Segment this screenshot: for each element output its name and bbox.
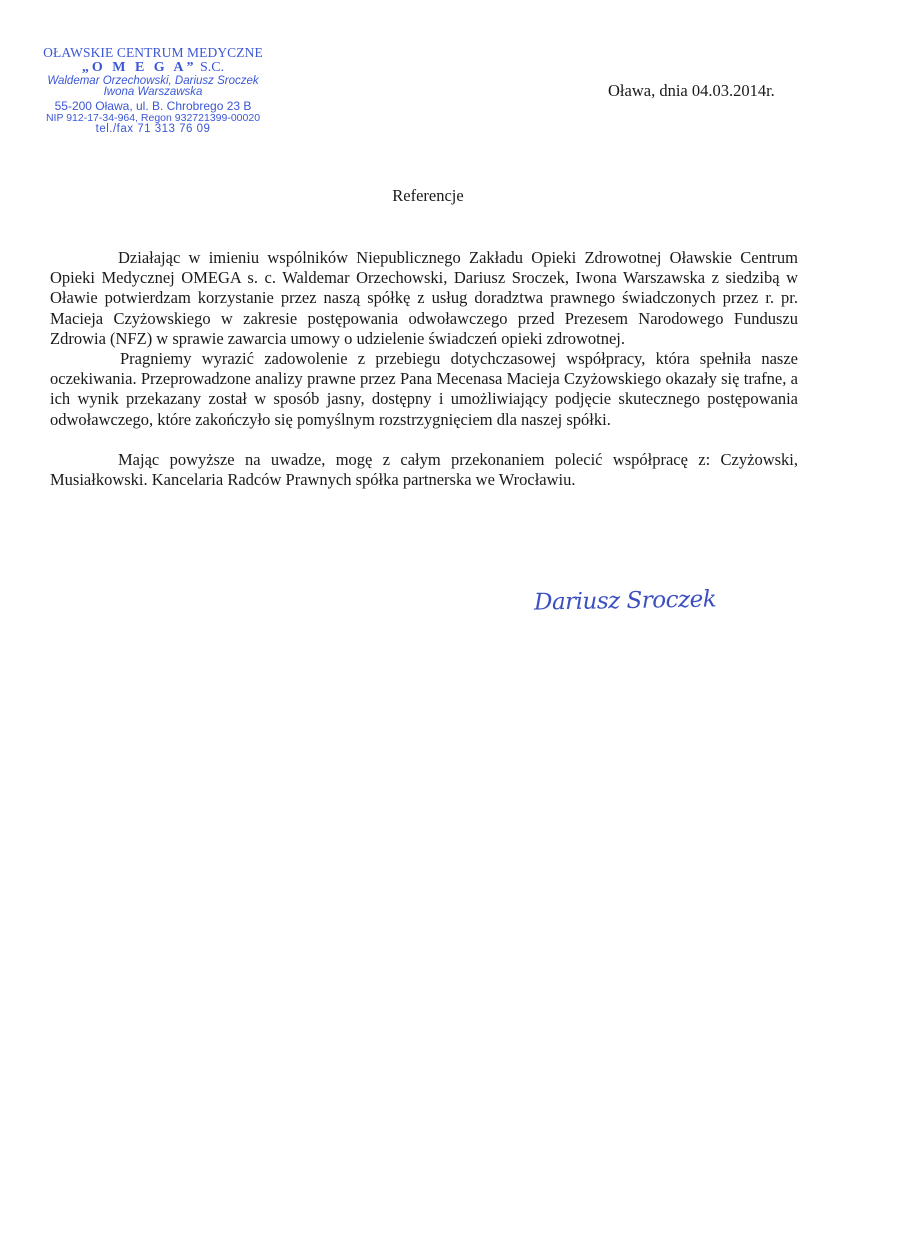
stamp-omega: „O M E G A”: [81, 59, 197, 75]
stamp-omega-line: [22, 61, 284, 75]
letter-title: Referencje: [392, 186, 464, 205]
letter-date: Oława, dnia 04.03.2014r.: [608, 81, 775, 100]
stamp-partners-2: Iwona Warszawska: [103, 86, 203, 98]
handwritten-signature: Dariusz Sroczek: [533, 586, 717, 616]
letter-body: [50, 248, 798, 490]
company-stamp: [22, 46, 284, 136]
paragraph-recommendation: Mając powyższe na uwadze, mogę z całym przekonaniem polecić współpracę z: Czyżowski, Musiałkowski. Kancelaria Radców Prawnych spółka partnerska we Wrocławiu.: [50, 449, 798, 490]
paragraph-satisfaction: Pragniemy wyrazić zadowolenie z przebiegu dotychczasowej współpracy, która spełniła nasze oczekiwania. Przeprowadzone analizy prawne przez Pana Mecenasa Macieja Czyżowskiego okazały się trafne, a ich wynik przekazany został w sposób jasny, dostępny i umożliwiający podjęcie skutecznego postępowania odwoławczego, które zakończyło się pomyślnym rozstrzygnięciem dla naszej spółki.: [50, 349, 798, 429]
stamp-phone: tel./fax 71 313 76 09: [95, 123, 211, 135]
stamp-address: 55-200 Oława, ul. B. Chrobrego 23 B: [54, 98, 252, 113]
stamp-partners-1: Waldemar Orzechowski, Dariusz Sroczek: [47, 74, 259, 87]
stamp-company-name: OŁAWSKIE CENTRUM MEDYCZNE: [43, 45, 263, 60]
stamp-sc: S.C.: [200, 59, 225, 75]
paragraph-intro: Działając w imieniu wspólników Niepublicznego Zakładu Opieki Zdrowotnej Oławskie Centrum Opieki Medycznej OMEGA s. c. Waldemar Orzechowski, Dariusz Sroczek, Iwona Warszawska z siedzibą w Oławie potwierdzam korzystanie przez naszą spółkę z usług doradztwa prawnego świadczonych przez r. pr. Macieja Czyżowskiego w zakresie postępowania odwoławczego przed Prezesem Narodowego Funduszu Zdrowia (NFZ) w sprawie zawarcia umowy o udzielenie świadczeń opieki zdrowotnej.: [50, 248, 798, 348]
stamp-registry: NIP 912-17-34-964, Regon 932721399-00020: [45, 111, 261, 124]
